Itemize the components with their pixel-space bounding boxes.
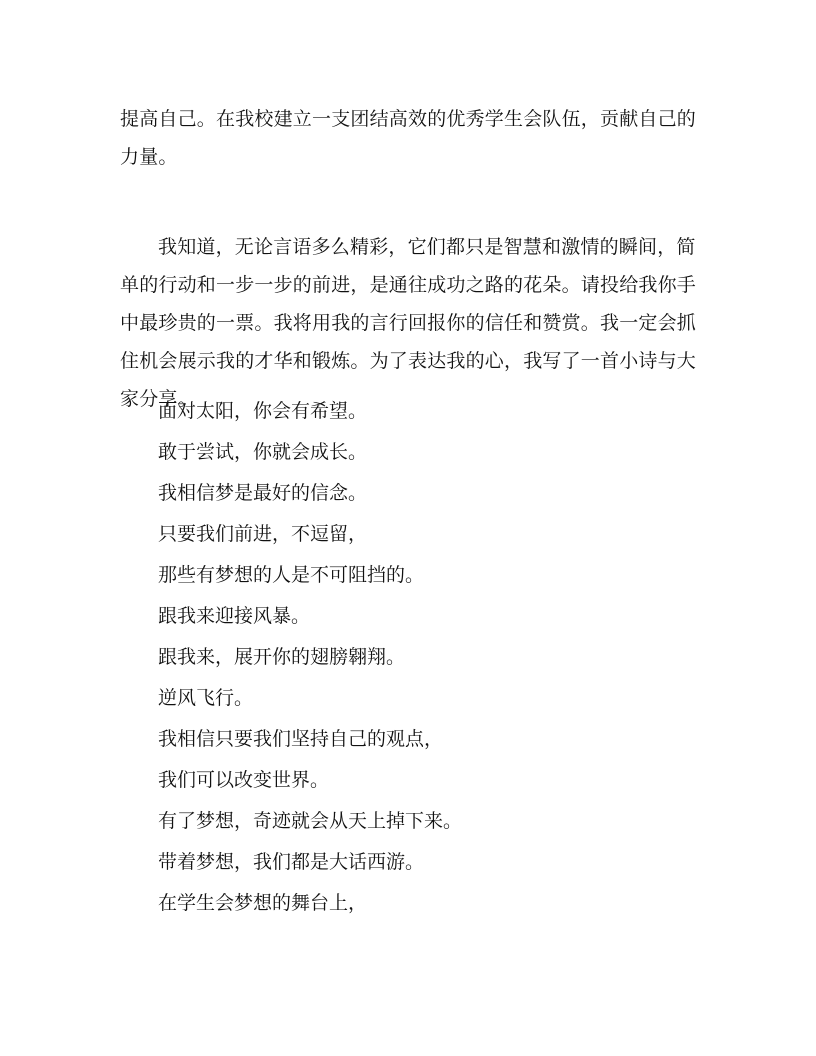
poem-line: 那些有梦想的人是不可阻挡的。 [158,564,425,586]
paragraph-continuation: 提高自己。在我校建立一支团结高效的优秀学生会队伍，贡献自己的力量。 [120,108,697,168]
poem-line: 带着梦想，我们都是大话西游。 [158,851,425,873]
poem-line: 跟我来，展开你的翅膀翱翔。 [158,646,406,668]
poem-line: 面对太阳，你会有希望。 [158,400,368,422]
poem-line: 敢于尝试，你就会成长。 [158,441,368,463]
poem-line: 跟我来迎接风暴。 [158,605,311,627]
poem-line: 我相信只要我们坚持自己的观点， [158,728,444,750]
poem-line: 我们可以改变世界。 [158,769,330,791]
poem-line: 只要我们前进，不逗留， [158,523,368,545]
poem-line: 有了梦想，奇迹就会从天上掉下来。 [158,810,463,832]
poem-line: 逆风飞行。 [158,687,254,709]
poem-line: 在学生会梦想的舞台上， [158,892,368,914]
paragraph-speech: 我知道，无论言语多么精彩，它们都只是智慧和激情的瞬间，简单的行动和一步一步的前进，是通往成功之路的花朵。请投给我你手中最珍贵的一票。我将用我的言行回报你的信任和赞赏。我一定会抓住机会展示我的才华和锻炼。为了表达我的心，我写了一首小诗与大家分享。 [120,236,697,410]
poem-line: 我相信梦是最好的信念。 [158,482,368,504]
